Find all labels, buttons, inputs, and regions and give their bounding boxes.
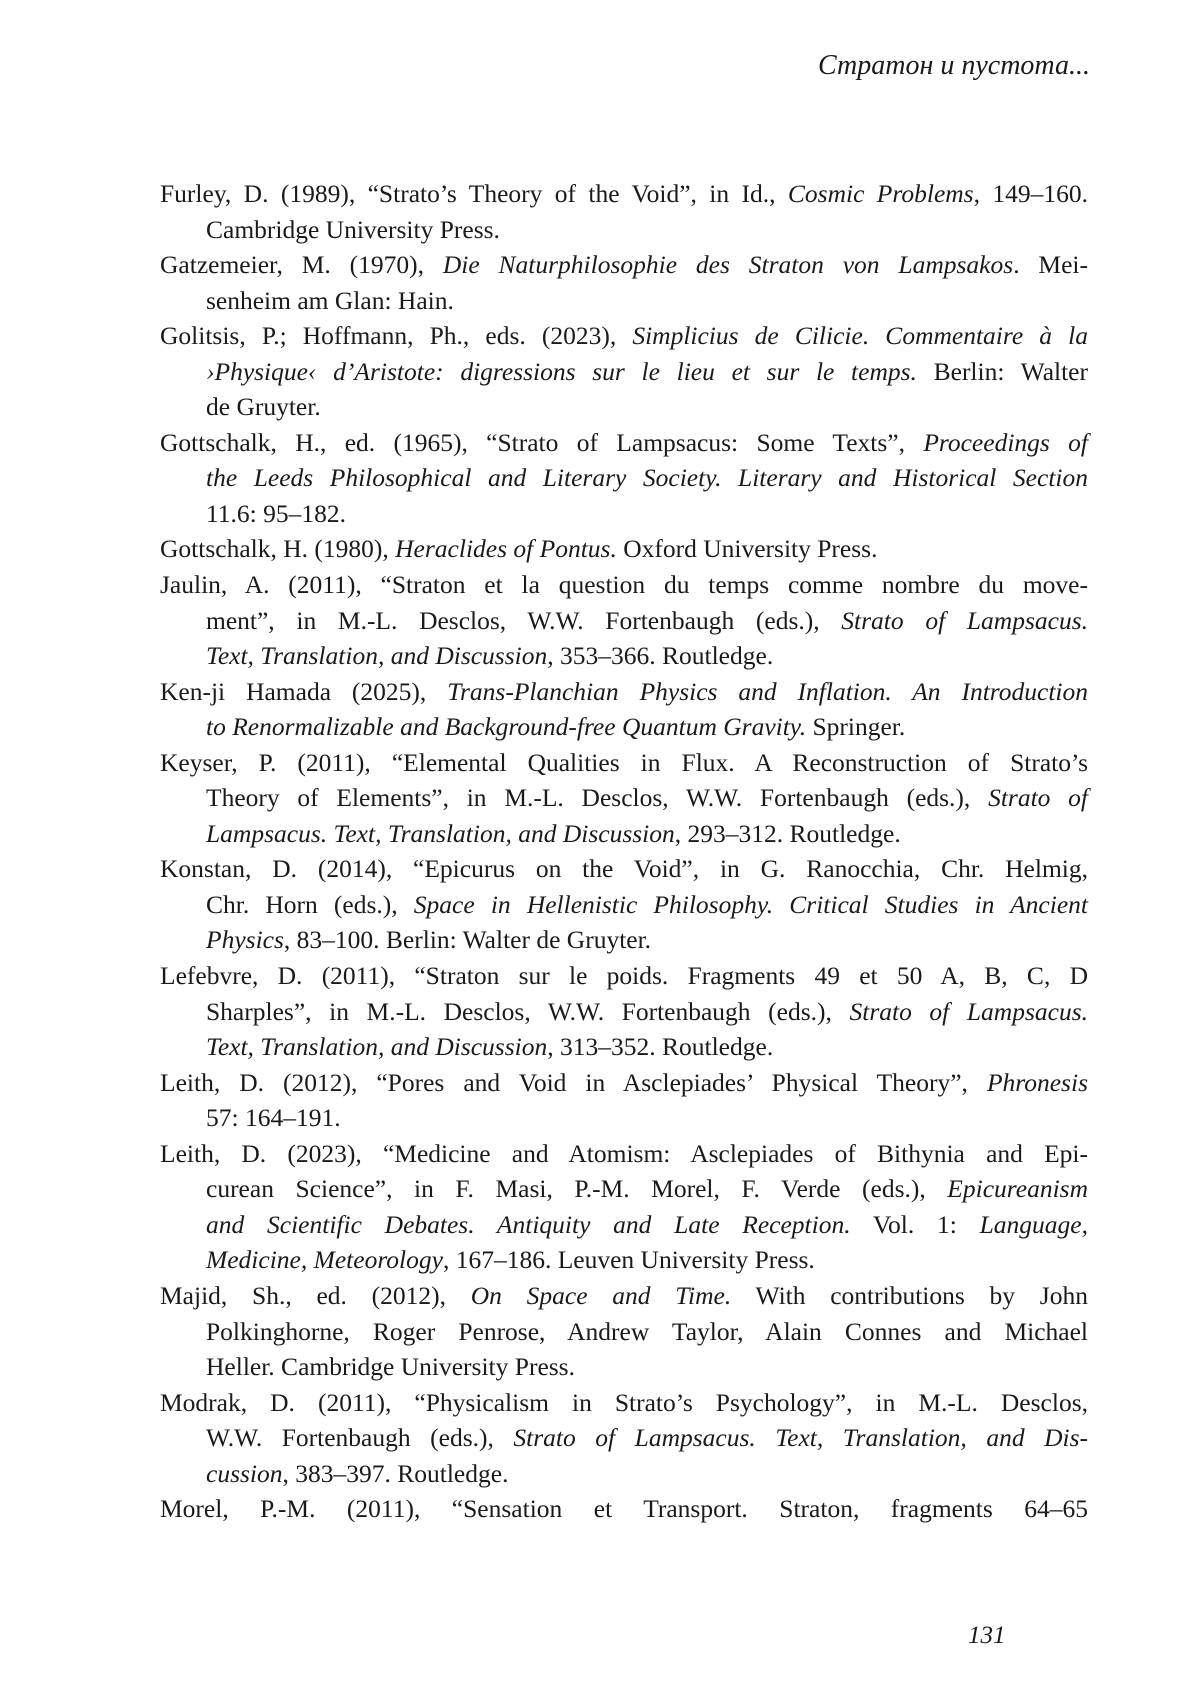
- bibliography-entry: [160, 958, 1088, 1065]
- entry-line: [206, 887, 1088, 923]
- citation-text: , 353–366. Routledge.: [547, 641, 774, 671]
- citation-text: . Mei-: [1013, 250, 1088, 280]
- entry-line: [206, 709, 1088, 745]
- citation-text: senheim am Glan: Hain.: [206, 285, 454, 315]
- italic-title-text: On Space and Time.: [470, 1280, 732, 1310]
- bibliography-entry: [160, 1491, 1088, 1527]
- citation-text: Heller. Cambridge University Press.: [206, 1352, 575, 1382]
- italic-title-text: Strato of Lampsacus. Text, Translation, and Dis-: [513, 1423, 1089, 1453]
- italic-title-text: cussion: [206, 1458, 283, 1488]
- bibliography-entry: [160, 531, 1088, 567]
- citation-text: Cambridge University Press.: [206, 214, 500, 244]
- entry-line: [206, 1314, 1088, 1350]
- bibliography-entry: [160, 247, 1088, 318]
- entry-line: [160, 567, 1088, 603]
- entry-line: [206, 816, 1088, 852]
- italic-title-text: Strato of Lampsacus.: [849, 996, 1088, 1026]
- entry-line: [206, 496, 1088, 532]
- running-head: Стратон и пустота...: [817, 50, 1090, 81]
- citation-text: W.W. Fortenbaugh (eds.),: [206, 1423, 514, 1453]
- citation-text: Polkinghorne, Roger Penrose, Andrew Taylor, Alain Connes and Michael: [206, 1316, 1088, 1346]
- italic-title-text: and Scientific Debates. Antiquity and Late Reception.: [206, 1209, 851, 1239]
- bibliography-entry: [160, 1385, 1088, 1492]
- citation-text: With contributions by John: [731, 1280, 1088, 1310]
- entry-line: [206, 603, 1088, 639]
- citation-text: Leith, D. (2012), “Pores and Void in Asclepiades’ Physical Theory”,: [160, 1067, 987, 1097]
- entry-line: [206, 389, 1088, 425]
- entry-line: [160, 318, 1088, 354]
- italic-title-text: Strato of: [988, 783, 1088, 813]
- italic-title-text: Lampsacus. Text, Translation, and Discussion: [206, 818, 675, 848]
- entry-line: [160, 176, 1088, 212]
- entry-line: [206, 283, 1088, 319]
- bibliography-entry: [160, 176, 1088, 247]
- italic-title-text: Physics: [206, 925, 284, 955]
- italic-title-text: Language,: [979, 1209, 1088, 1239]
- citation-text: , 167–186. Leuven University Press.: [442, 1245, 815, 1275]
- citation-text: 11.6: 95–182.: [206, 498, 347, 528]
- entry-line: [160, 1065, 1088, 1101]
- entry-line: [206, 1349, 1088, 1385]
- entry-line: [160, 1385, 1088, 1421]
- citation-text: Gottschalk, H. (1980),: [160, 534, 396, 564]
- bibliography-entry: [160, 745, 1088, 852]
- citation-text: Gottschalk, H., ed. (1965), “Strato of Lampsacus: Some Texts”,: [160, 427, 924, 457]
- entry-line: [206, 1420, 1088, 1456]
- italic-title-text: Epicureanism: [947, 1174, 1088, 1204]
- entry-line: [206, 1029, 1088, 1065]
- citation-text: Jaulin, A. (2011), “Straton et la question du temps comme nombre du move-: [160, 570, 1088, 600]
- entry-line: [206, 460, 1088, 496]
- citation-text: Theory of Elements”, in M.-L. Desclos, W.W. Fortenbaugh (eds.),: [206, 783, 989, 813]
- citation-text: Springer.: [806, 712, 906, 742]
- bibliography-entry: [160, 1278, 1088, 1385]
- citation-text: Keyser, P. (2011), “Elemental Qualities in Flux. A Reconstruction of Strato’s: [160, 747, 1088, 777]
- citation-text: Furley, D. (1989), “Strato’s Theory of the Void”, in Id.,: [160, 179, 788, 208]
- citation-text: Konstan, D. (2014), “Epicurus on the Void”, in G. Ranocchia, Chr. Helmig,: [160, 854, 1088, 884]
- bibliography-entry: [160, 1065, 1088, 1136]
- citation-text: ment”, in M.-L. Desclos, W.W. Fortenbaugh (eds.),: [206, 605, 842, 635]
- entry-line: [206, 1242, 1088, 1278]
- entry-line: [160, 425, 1088, 461]
- citation-text: Oxford University Press.: [616, 534, 878, 564]
- italic-title-text: Die Naturphilosophie des Straton von Lampsakos: [442, 250, 1014, 280]
- citation-text: 57: 164–191.: [206, 1103, 341, 1133]
- citation-text: Chr. Horn (eds.),: [206, 889, 414, 919]
- italic-title-text: Text, Translation, and Discussion: [206, 1032, 548, 1062]
- bibliography-entry: [160, 674, 1088, 745]
- entry-line: [160, 531, 1088, 567]
- italic-title-text: Space in Hellenistic Philosophy. Critical Studies in Ancient: [413, 889, 1088, 919]
- entry-line: [160, 1278, 1088, 1314]
- page-number: 131: [968, 1622, 1006, 1649]
- citation-text: , 293–312. Routledge.: [674, 818, 901, 848]
- bibliography-list: [160, 176, 1088, 1527]
- italic-title-text: Strato of Lampsacus.: [841, 605, 1088, 635]
- entry-line: [206, 638, 1088, 674]
- citation-text: curean Science”, in F. Masi, P.-M. Morel, F. Verde (eds.),: [206, 1174, 948, 1204]
- entry-line: [160, 247, 1088, 283]
- italic-title-text: the Leeds Philosophical and Literary Society. Literary and Historical Section: [206, 463, 1088, 493]
- italic-title-text: ›Physique‹ d’Aristote: digressions sur le lieu et sur le temps.: [206, 356, 917, 386]
- entry-line: [206, 994, 1088, 1030]
- citation-text: , 149–160.: [973, 179, 1088, 208]
- citation-text: Gatzemeier, M. (1970),: [160, 250, 443, 280]
- entry-line: [160, 1136, 1088, 1172]
- entry-line: [160, 745, 1088, 781]
- italic-title-text: Text, Translation, and Discussion: [206, 641, 548, 671]
- citation-text: Berlin: Walter: [916, 356, 1088, 386]
- bibliography-entry: [160, 425, 1088, 532]
- entry-line: [206, 354, 1088, 390]
- citation-text: Vol. 1:: [850, 1209, 980, 1239]
- citation-text: Lefebvre, D. (2011), “Straton sur le poids. Fragments 49 et 50 A, B, C, D: [160, 961, 1088, 991]
- citation-text: Ken-ji Hamada (2025),: [160, 676, 448, 706]
- italic-title-text: to Renormalizable and Background-free Quantum Gravity.: [206, 712, 807, 742]
- italic-title-text: Proceedings of: [923, 427, 1088, 457]
- entry-line: [206, 1171, 1088, 1207]
- entry-line: [160, 674, 1088, 710]
- entry-line: [206, 212, 1088, 248]
- entry-line: [160, 851, 1088, 887]
- entry-line: [206, 1100, 1088, 1136]
- italic-title-text: Trans-Planchian Physics and Inflation. An Introduction: [447, 676, 1088, 706]
- citation-text: , 383–397. Routledge.: [282, 1458, 509, 1488]
- entry-line: [206, 1207, 1088, 1243]
- italic-title-text: Cosmic Problems: [787, 179, 974, 208]
- citation-text: , 83–100. Berlin: Walter de Gruyter.: [283, 925, 652, 955]
- entry-line: [160, 958, 1088, 994]
- italic-title-text: Heraclides of Pontus.: [395, 534, 617, 564]
- entry-line: [206, 780, 1088, 816]
- entry-line: [160, 1491, 1088, 1527]
- bibliography-entry: [160, 1136, 1088, 1278]
- citation-text: Sharples”, in M.-L. Desclos, W.W. Fortenbaugh (eds.),: [206, 996, 850, 1026]
- citation-text: Golitsis, P.; Hoffmann, Ph., eds. (2023),: [160, 321, 633, 351]
- citation-text: Leith, D. (2023), “Medicine and Atomism: Asclepiades of Bithynia and Epi-: [160, 1138, 1088, 1168]
- entry-line: [206, 922, 1088, 958]
- italic-title-text: Simplicius de Cilicie. Commentaire à la: [632, 321, 1088, 351]
- citation-text: de Gruyter.: [206, 392, 321, 422]
- italic-title-text: Phronesis: [986, 1067, 1088, 1097]
- citation-text: Majid, Sh., ed. (2012),: [160, 1280, 471, 1310]
- italic-title-text: Medicine, Meteorology: [206, 1245, 443, 1275]
- citation-text: Morel, P.-M. (2011), “Sensation et Transport. Straton, fragments 64–65: [160, 1494, 1088, 1524]
- citation-text: Modrak, D. (2011), “Physicalism in Strato’s Psychology”, in M.-L. Desclos,: [160, 1387, 1088, 1417]
- bibliography-entry: [160, 851, 1088, 958]
- entry-line: [206, 1456, 1088, 1492]
- bibliography-entry: [160, 567, 1088, 674]
- bibliography-entry: [160, 318, 1088, 425]
- citation-text: , 313–352. Routledge.: [547, 1032, 774, 1062]
